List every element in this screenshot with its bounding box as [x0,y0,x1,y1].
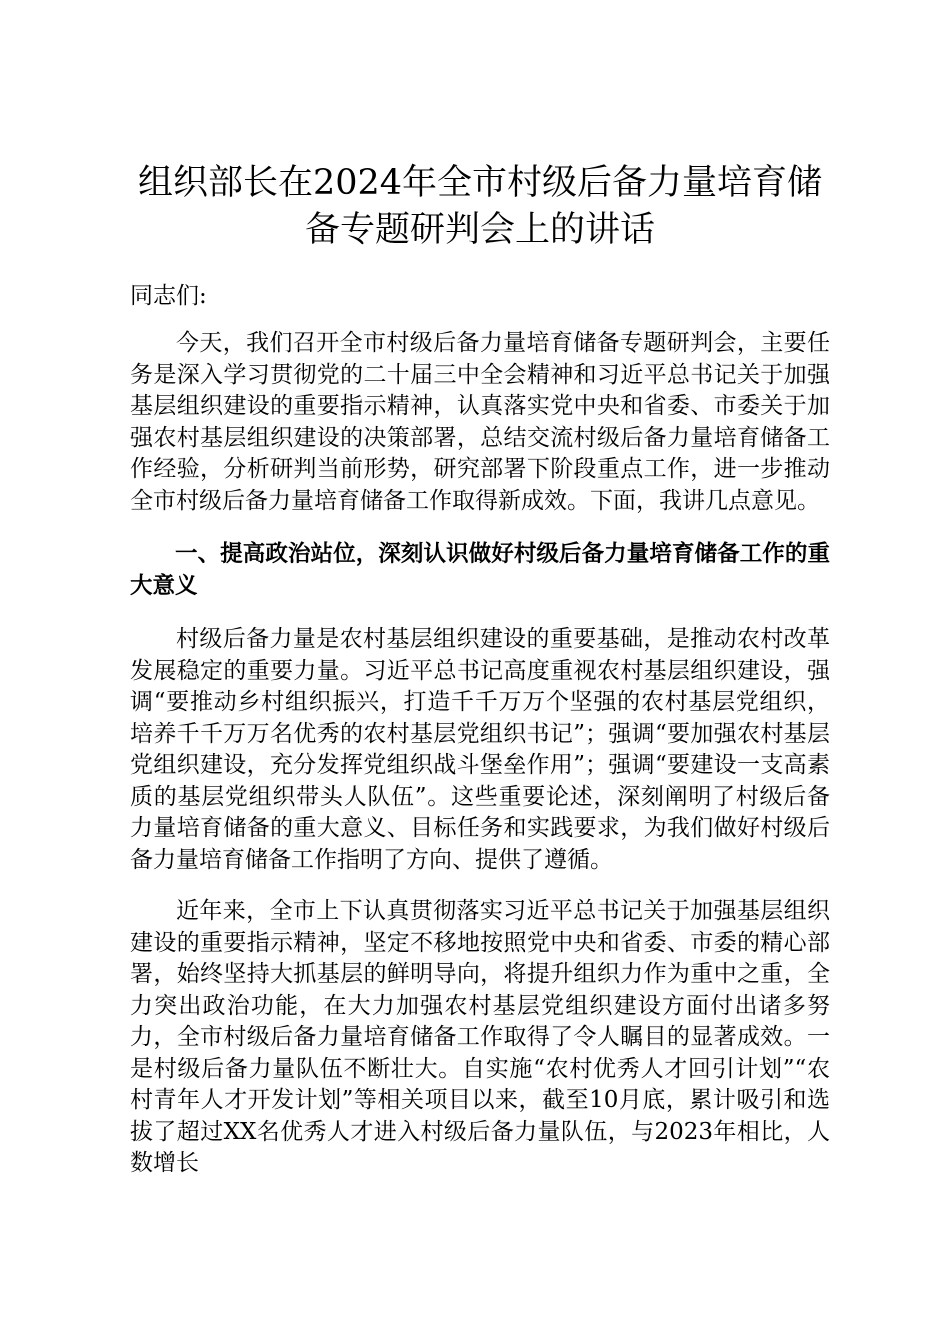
opening-paragraph: 今天，我们召开全市村级后备力量培育储备专题研判会，主要任务是深入学习贯彻党的二十届三中全会精神和习近平总书记关于加强基层组织建设的重要指示精神，认真落实党中央和省委、市委关于加强农村基层组织建设的决策部署，总结交流村级后备力量培育储备工作经验，分析研判当前形势，研究部署下阶段重点工作，进一步推动全市村级后备力量培育储备工作取得新成效。下面，我讲几点意见。 [130,330,830,514]
section-heading-1: 一、提高政治站位，深刻认识做好村级后备力量培育储备工作的重大意义 [130,541,830,599]
title-line-2: 备专题研判会上的讲话 [304,210,655,250]
greeting: 同志们: [130,283,207,309]
document-title [114,160,846,254]
body-paragraph: 近年来，全市上下认真贯彻落实习近平总书记关于加强基层组织建设的重要指示精神，坚定不移地按照党中央和省委、市委的精心部署，始终坚持大抓基层的鲜明导向，将提升组织力作为重中之重，全力突出政治功能，在大力加强农村基层党组织建设方面付出诸多努力，全市村级后备力量培育储备工作取得了令人瞩目的显著成效。一是村级后备力量队伍不断壮大。自实施“农村优秀人才回引计划”“农村青年人才开发计划”等相关项目以来，截至10月底，累计吸引和选拔了超过XX名优秀人才进入村级后备力量队伍，与2023年相比，人数增长 [130,898,830,1176]
document-page [130,160,830,1180]
title-line-1: 组织部长在2024年全市村级后备力量培育储 [137,163,823,203]
body-paragraph: 村级后备力量是农村基层组织建设的重要基础，是推动农村改革发展稳定的重要力量。习近平总书记高度重视农村基层组织建设，强调“要推动乡村组织振兴，打造千千万万个坚强的农村基层党组织，培养千千万万名优秀的农村基层党组织书记”；强调“要加强农村基层党组织建设，充分发挥党组织战斗堡垒作用”；强调“要建设一支高素质的基层党组织带头人队伍”。这些重要论述，深刻阐明了村级后备力量培育储备的重大意义、目标任务和实践要求，为我们做好村级后备力量培育储备工作指明了方向、提供了遵循。 [130,626,830,873]
